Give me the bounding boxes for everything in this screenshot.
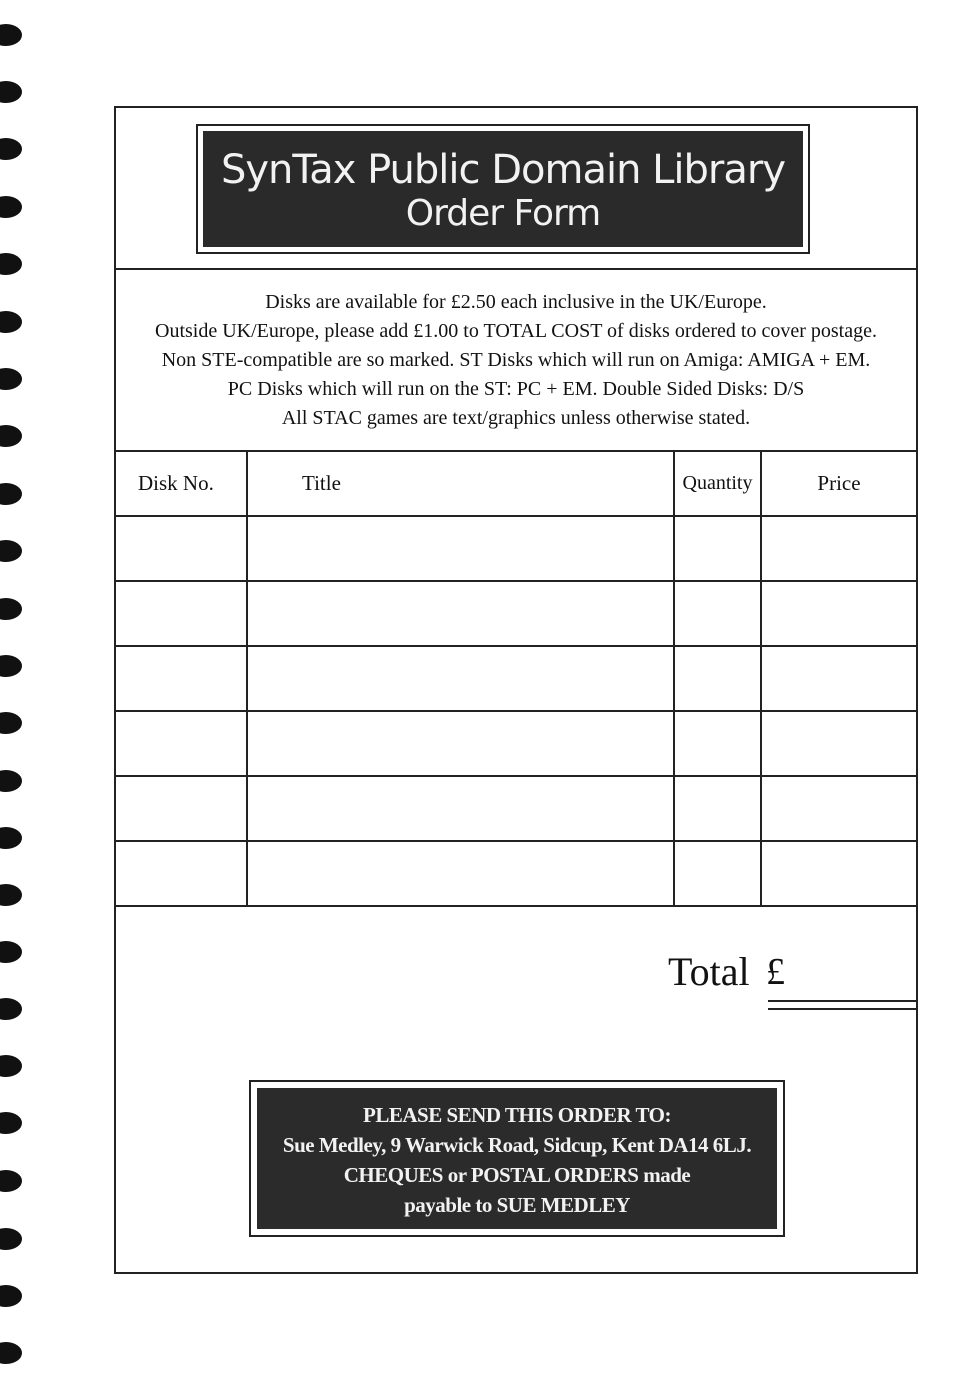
binding-holes [0, 0, 30, 1375]
column-header-price: Price [761, 452, 916, 516]
punch-hole [0, 81, 22, 103]
quantity-cell[interactable] [674, 581, 761, 646]
price-cell[interactable] [761, 711, 916, 776]
punch-hole [0, 998, 22, 1020]
quantity-cell[interactable] [674, 841, 761, 906]
punch-hole [0, 368, 22, 390]
price-cell[interactable] [761, 776, 916, 841]
title-cell[interactable] [247, 646, 674, 711]
total-currency-symbol: £ [766, 951, 785, 993]
total-amount-field[interactable] [768, 1000, 918, 1010]
payment-instruction: CHEQUES or POSTAL ORDERS made [343, 1163, 691, 1187]
table-header-row [116, 452, 916, 516]
punch-hole [0, 598, 22, 620]
punch-hole [0, 425, 22, 447]
table-row [116, 646, 916, 711]
punch-hole [0, 770, 22, 792]
table-row [116, 711, 916, 776]
punch-hole [0, 1285, 22, 1307]
punch-hole [0, 540, 22, 562]
send-order-box [249, 1080, 785, 1237]
quantity-cell[interactable] [674, 711, 761, 776]
disk-no-cell[interactable] [116, 776, 247, 841]
disk-no-cell[interactable] [116, 711, 247, 776]
form-title: Order Form [405, 193, 601, 234]
price-cell[interactable] [761, 646, 916, 711]
quantity-cell[interactable] [674, 646, 761, 711]
library-title: SynTax Public Domain Library [220, 147, 785, 193]
punch-hole [0, 827, 22, 849]
punch-hole [0, 655, 22, 677]
disk-no-cell[interactable] [116, 646, 247, 711]
order-table [116, 452, 916, 907]
column-header-disk-no: Disk No. [116, 452, 247, 516]
send-order-address: Sue Medley, 9 Warwick Road, Sidcup, Kent DA14 6LJ. [282, 1133, 752, 1157]
punch-hole [0, 253, 22, 275]
order-form [114, 106, 918, 1274]
table-row [116, 776, 916, 841]
info-line: PC Disks which will run on the ST: PC + EM. Double Sided Disks: D/S [227, 378, 805, 400]
disk-no-cell[interactable] [116, 516, 247, 581]
punch-hole [0, 941, 22, 963]
form-header [116, 108, 916, 270]
punch-hole [0, 483, 22, 505]
info-line: Outside UK/Europe, please add £1.00 to TOTAL COST of disks ordered to cover postage. [155, 320, 877, 342]
title-cell[interactable] [247, 841, 674, 906]
info-line: Non STE-compatible are so marked. ST Disks which will run on Amiga: AMIGA + EM. [161, 349, 871, 371]
payee-line: payable to SUE MEDLEY [404, 1193, 630, 1217]
punch-hole [0, 196, 22, 218]
punch-hole [0, 1342, 22, 1364]
total-label: Total [668, 949, 750, 994]
info-line: All STAC games are text/graphics unless otherwise stated. [281, 407, 751, 429]
price-cell[interactable] [761, 581, 916, 646]
title-banner-inner [203, 131, 803, 247]
info-line: Disks are available for £2.50 each inclusive in the UK/Europe. [265, 291, 767, 313]
table-row [116, 841, 916, 906]
punch-hole [0, 311, 22, 333]
title-cell[interactable] [247, 776, 674, 841]
pricing-info [116, 270, 916, 452]
disk-no-cell[interactable] [116, 841, 247, 906]
send-order-inner [257, 1088, 777, 1229]
price-cell[interactable] [761, 841, 916, 906]
punch-hole [0, 1228, 22, 1250]
quantity-cell[interactable] [674, 516, 761, 581]
punch-hole [0, 1055, 22, 1077]
table-row [116, 581, 916, 646]
title-banner [196, 124, 810, 254]
punch-hole [0, 712, 22, 734]
punch-hole [0, 1112, 22, 1134]
disk-no-cell[interactable] [116, 581, 247, 646]
punch-hole [0, 138, 22, 160]
title-cell[interactable] [247, 711, 674, 776]
title-cell[interactable] [247, 516, 674, 581]
quantity-cell[interactable] [674, 776, 761, 841]
column-header-title: Title [247, 452, 674, 516]
column-header-quantity: Quantity [674, 452, 761, 516]
send-order-heading: PLEASE SEND THIS ORDER TO: [363, 1103, 671, 1127]
punch-hole [0, 24, 22, 46]
title-cell[interactable] [247, 581, 674, 646]
price-cell[interactable] [761, 516, 916, 581]
punch-hole [0, 1170, 22, 1192]
table-row [116, 516, 916, 581]
punch-hole [0, 884, 22, 906]
